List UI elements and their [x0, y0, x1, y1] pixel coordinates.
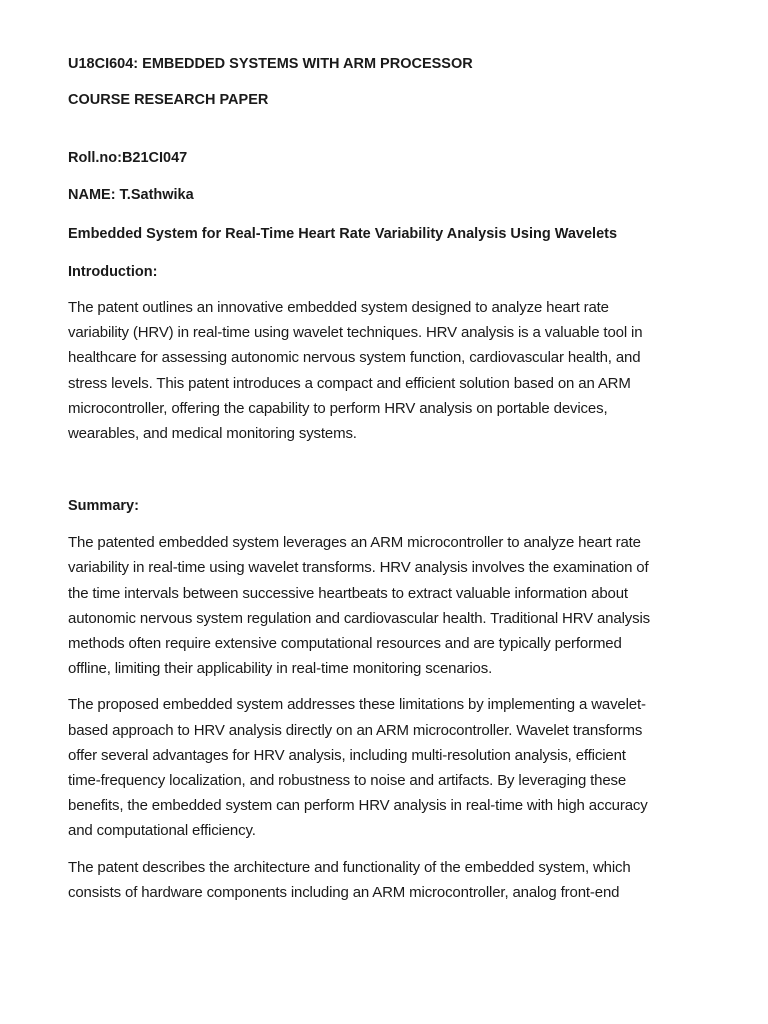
introduction-heading: Introduction: [68, 264, 158, 280]
paragraph-line: The patented embedded system leverages an ARM microcontroller to analyze heart rate [68, 534, 641, 552]
paragraph-line: variability in real-time using wavelet transforms. HRV analysis involves the examination of [68, 559, 649, 577]
paragraph-line: and computational efficiency. [68, 822, 256, 840]
paragraph-line: healthcare for assessing autonomic nervous system function, cardiovascular health, and [68, 349, 641, 367]
paragraph-line: offline, limiting their applicability in real-time monitoring scenarios. [68, 660, 493, 678]
summary-paragraph-3 [68, 855, 710, 905]
paper-title: Embedded System for Real-Time Heart Rate Variability Analysis Using Wavelets [68, 226, 618, 242]
paragraph-line: autonomic nervous system regulation and cardiovascular health. Traditional HRV analysis [68, 609, 650, 627]
paragraph-line: consists of hardware components including an ARM microcontroller, analog front-end [68, 883, 620, 901]
document-content [68, 55, 710, 905]
roll-number: Roll.no:B21CI047 [68, 150, 188, 166]
summary-paragraph-2 [68, 692, 710, 843]
paragraph-line: wearables, and medical monitoring systems. [68, 425, 357, 443]
paragraph-line: benefits, the embedded system can perform HRV analysis in real-time with high accuracy [68, 797, 648, 815]
student-name: NAME: T.Sathwika [68, 187, 194, 203]
paragraph-line: based approach to HRV analysis directly on an ARM microcontroller. Wavelet transforms [68, 721, 643, 739]
paper-type: COURSE RESEARCH PAPER [68, 92, 269, 108]
introduction-paragraph [68, 295, 710, 446]
paragraph-line: The patent outlines an innovative embedded system designed to analyze heart rate [68, 299, 609, 316]
paragraph-line: The proposed embedded system addresses these limitations by implementing a wavelet- [68, 696, 646, 714]
paragraph-line: The patent describes the architecture and functionality of the embedded system, which [68, 858, 631, 876]
paragraph-line: the time intervals between successive heartbeats to extract valuable information about [68, 584, 628, 602]
paragraph-line: offer several advantages for HRV analysis, including multi-resolution analysis, efficient [68, 746, 626, 764]
paragraph-line: methods often require extensive computational resources and are typically performed [68, 635, 622, 653]
course-code-line: U18CI604: EMBEDDED SYSTEMS WITH ARM PROCESSOR [68, 56, 473, 72]
paragraph-line: stress levels. This patent introduces a compact and efficient solution based on an ARM [68, 374, 631, 392]
summary-paragraph-1 [68, 530, 710, 681]
summary-heading: Summary: [68, 498, 139, 515]
paragraph-line: time-frequency localization, and robustness to noise and artifacts. By leveraging these [68, 772, 627, 790]
paragraph-line: microcontroller, offering the capability to perform HRV analysis on portable devices, [68, 399, 608, 417]
paragraph-line: variability (HRV) in real-time using wavelet techniques. HRV analysis is a valuable tool in [68, 324, 643, 342]
